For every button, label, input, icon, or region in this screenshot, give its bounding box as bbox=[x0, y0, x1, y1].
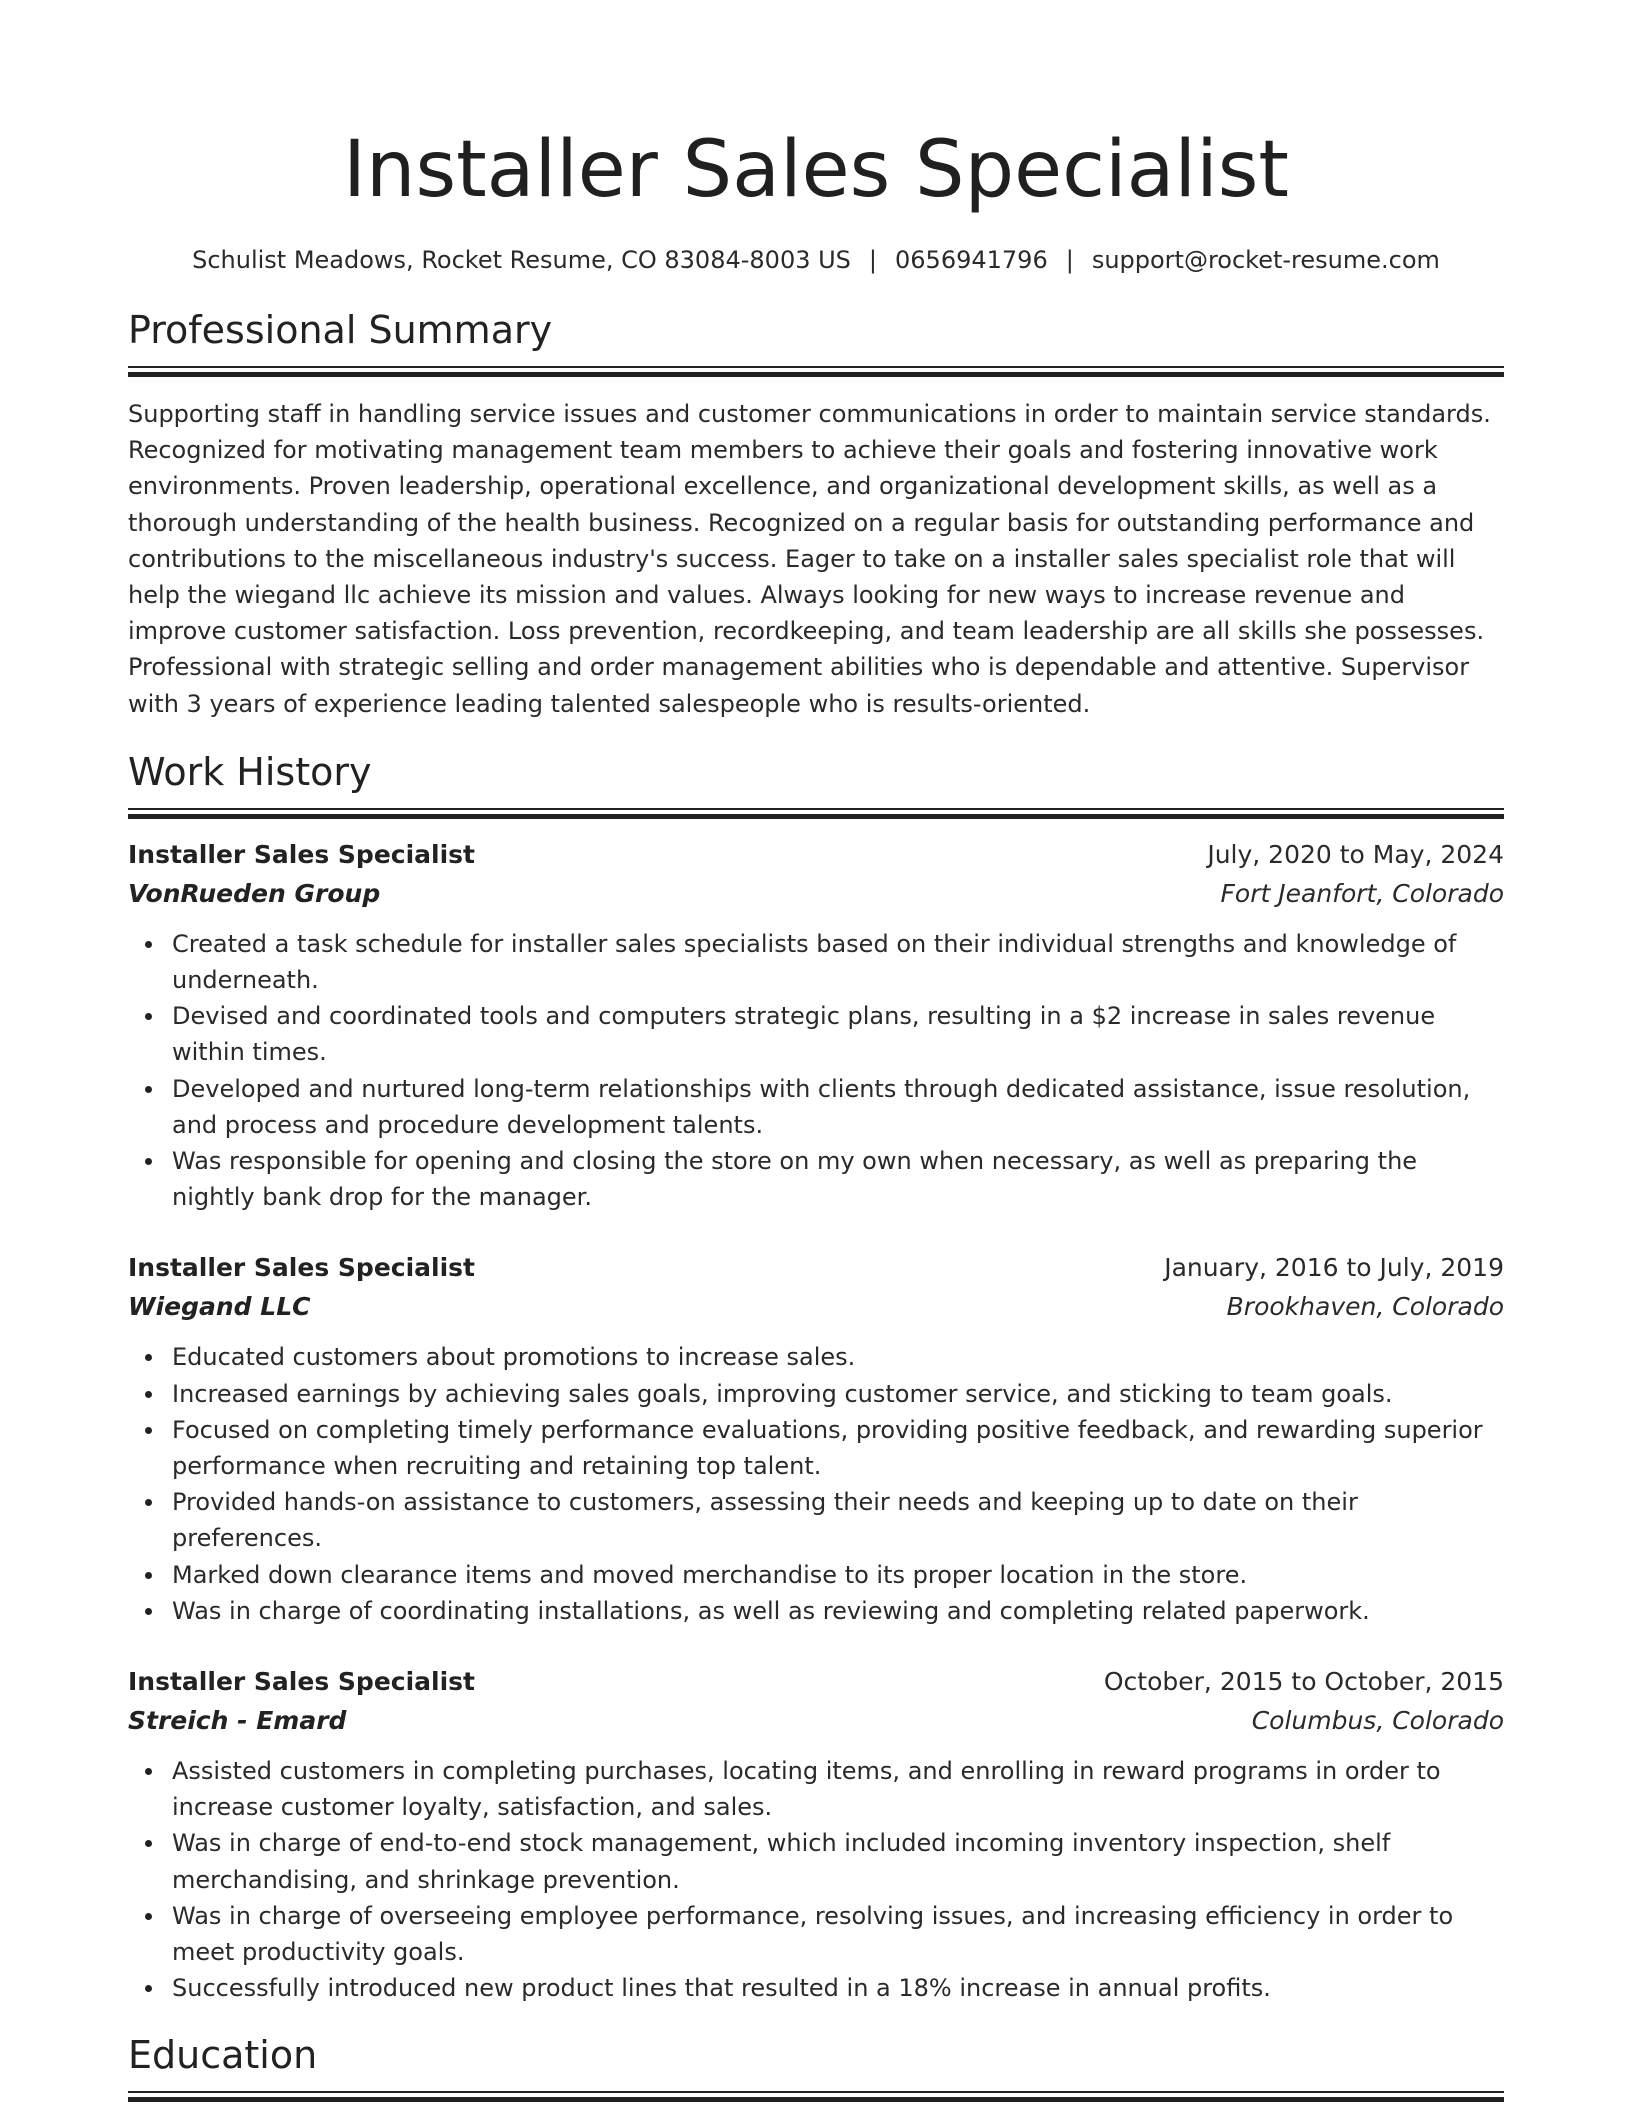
contact-email: support@rocket-resume.com bbox=[1091, 246, 1440, 274]
job-bullet: Created a task schedule for installer sales specialists based on their individual strengths and knowledge of underneath. bbox=[172, 926, 1504, 998]
job-bullet: Developed and nurtured long-term relationships with clients through dedicated assistance, issue resolution, and process and procedure development talents. bbox=[172, 1071, 1504, 1143]
section-divider bbox=[128, 808, 1504, 818]
job-company-row bbox=[128, 874, 1504, 914]
summary-paragraph: Supporting staff in handling service issues and customer communications in order to maintain service standards. Recognized for motivating management team members to achieve their goals and fostering innovative work environments. Proven leadership, operational excellence, and organizational development skills, as well as a thorough understanding of the health business. Recognized on a regular basis for outstanding performance and contributions to the miscellaneous industry's success. Eager to take on a installer sales specialist role that will help the wiegand llc achieve its mission and values. Always looking for new ways to increase revenue and improve customer satisfaction. Loss prevention, recordkeeping, and team leadership are all skills she possesses. Professional with strategic selling and order management abilities who is dependable and attentive. Supervisor with 3 years of experience leading talented salespeople who is results-oriented. bbox=[128, 400, 1491, 718]
job-bullet: Assisted customers in completing purchases, locating items, and enrolling in reward programs in order to increase customer loyalty, satisfaction, and sales. bbox=[172, 1753, 1504, 1825]
summary-section-title: Professional Summary bbox=[128, 308, 553, 352]
job-header-row bbox=[128, 1663, 1504, 1701]
job-title: Installer Sales Specialist bbox=[128, 1253, 475, 1283]
job-bullet: Was in charge of overseeing employee performance, resolving issues, and increasing efficiency in order to meet productivity goals. bbox=[172, 1898, 1504, 1970]
job-bullet-list bbox=[128, 926, 1504, 1216]
job-company-row bbox=[128, 1287, 1504, 1327]
job-company-row bbox=[128, 1701, 1504, 1741]
contact-line bbox=[128, 244, 1504, 276]
contact-separator: | bbox=[1065, 246, 1074, 274]
section-divider bbox=[128, 366, 1504, 376]
contact-address: Schulist Meadows, Rocket Resume, CO 83084-8003 US bbox=[192, 246, 851, 274]
job-dates: January, 2016 to July, 2019 bbox=[1164, 1253, 1504, 1283]
job-bullet: Was in charge of end-to-end stock management, which included incoming inventory inspection, shelf merchandising, and shrinkage prevention. bbox=[172, 1825, 1504, 1897]
resume-page bbox=[128, 0, 1504, 2101]
job-bullet-list bbox=[128, 1753, 1504, 2006]
job-bullet: Increased earnings by achieving sales goals, improving customer service, and sticking to team goals. bbox=[172, 1376, 1504, 1412]
job-bullet: Marked down clearance items and moved merchandise to its proper location in the store. bbox=[172, 1557, 1504, 1593]
job-header-row bbox=[128, 1249, 1504, 1287]
job-bullet-list bbox=[128, 1339, 1504, 1629]
job-bullet: Was responsible for opening and closing the store on my own when necessary, as well as preparing the nightly bank drop for the manager. bbox=[172, 1143, 1504, 1215]
education-section bbox=[128, 2031, 1504, 2101]
summary-section bbox=[128, 306, 1504, 722]
job-bullet: Educated customers about promotions to increase sales. bbox=[172, 1339, 1504, 1375]
job-dates: October, 2015 to October, 2015 bbox=[1103, 1667, 1504, 1697]
job-title: Installer Sales Specialist bbox=[128, 839, 475, 869]
job-bullet: Focused on completing timely performance evaluations, providing positive feedback, and rewarding superior performance when recruiting and retaining top talent. bbox=[172, 1412, 1504, 1484]
job-location: Brookhaven, Colorado bbox=[1226, 1292, 1504, 1322]
job-bullet: Was in charge of coordinating installations, as well as reviewing and completing related paperwork. bbox=[172, 1593, 1504, 1629]
resume-name-heading: Installer Sales Specialist bbox=[343, 125, 1289, 215]
job-dates: July, 2020 to May, 2024 bbox=[1207, 839, 1504, 869]
job-location: Columbus, Colorado bbox=[1251, 1706, 1504, 1736]
job-entry bbox=[128, 836, 1504, 1216]
job-company: VonRueden Group bbox=[128, 878, 381, 908]
contact-phone: 0656941796 bbox=[895, 246, 1048, 274]
education-section-title: Education bbox=[128, 2032, 318, 2077]
work-history-section-title: Work History bbox=[128, 749, 372, 794]
job-company: Streich - Emard bbox=[128, 1706, 347, 1736]
job-location: Fort Jeanfort, Colorado bbox=[1220, 878, 1504, 908]
job-company: Wiegand LLC bbox=[128, 1292, 311, 1322]
contact-separator: | bbox=[868, 246, 878, 274]
job-entry bbox=[128, 1249, 1504, 1629]
job-bullet: Provided hands-on assistance to customers, assessing their needs and keeping up to date on their preferences. bbox=[172, 1484, 1504, 1556]
job-bullet: Successfully introduced new product lines that resulted in a 18% increase in annual profits. bbox=[172, 1970, 1504, 2006]
section-divider bbox=[128, 2091, 1504, 2101]
job-entry bbox=[128, 1663, 1504, 2006]
job-header-row bbox=[128, 836, 1504, 874]
job-bullet: Devised and coordinated tools and computers strategic plans, resulting in a $2 increase in sales revenue within times. bbox=[172, 998, 1504, 1070]
work-history-section bbox=[128, 748, 1504, 2007]
job-title: Installer Sales Specialist bbox=[128, 1667, 475, 1697]
